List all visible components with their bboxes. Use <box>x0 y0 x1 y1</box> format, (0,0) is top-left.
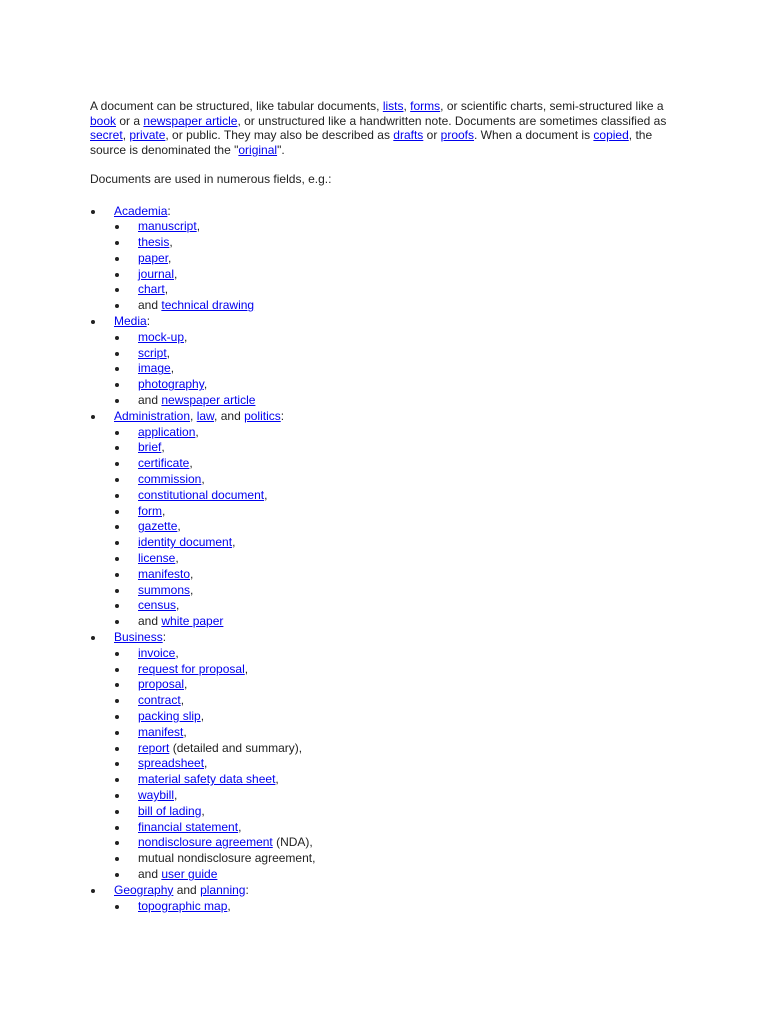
list-item <box>114 693 680 709</box>
list-item <box>114 361 680 377</box>
link-paper[interactable]: paper <box>138 250 169 265</box>
text-run: , <box>232 535 236 550</box>
link-manifest[interactable]: manifest <box>138 724 184 739</box>
text-run: . When a document is <box>474 128 594 142</box>
list-item <box>114 377 680 393</box>
list-item <box>114 741 680 757</box>
document-body <box>90 99 680 914</box>
field-geography <box>90 883 680 915</box>
text-run: : <box>245 882 249 897</box>
text-run: , <box>166 345 171 360</box>
list-item <box>114 393 680 409</box>
text-run: , or scientific charts, semi-structured like a <box>440 99 664 113</box>
link-invoice[interactable]: invoice <box>138 645 176 660</box>
list-item <box>114 867 680 883</box>
list-item <box>114 598 680 614</box>
text-run: , <box>201 472 205 487</box>
link-administration[interactable]: Administration <box>114 408 191 423</box>
text-run: , <box>244 661 249 676</box>
link-business[interactable]: Business <box>114 630 163 645</box>
field-media <box>90 314 680 409</box>
text-run: , <box>175 645 179 660</box>
list-item <box>114 235 680 251</box>
text-run: , <box>238 819 242 834</box>
field-items-list <box>114 899 680 915</box>
list-item <box>114 219 680 235</box>
link-user-guide[interactable]: user guide <box>161 866 218 881</box>
link-report[interactable]: report <box>138 740 170 755</box>
text-run: A document can be structured, like tabular documents, <box>90 99 383 113</box>
list-item <box>114 567 680 583</box>
list-item <box>114 725 680 741</box>
text-run: , <box>170 361 175 376</box>
list-item <box>114 425 680 441</box>
link-politics[interactable]: politics <box>244 408 281 423</box>
link-mock-up[interactable]: mock-up <box>138 329 185 344</box>
link-contract[interactable]: contract <box>138 693 181 708</box>
text-run: , <box>195 424 199 439</box>
intro-paragraph <box>90 99 680 157</box>
list-item <box>114 788 680 804</box>
text-run: , the source is denominated the " <box>90 128 653 157</box>
link-brief[interactable]: brief <box>138 440 162 455</box>
list-item <box>114 298 680 314</box>
link-financial-statement[interactable]: financial statement <box>138 819 239 834</box>
list-item <box>114 756 680 772</box>
text-run: , <box>201 803 205 818</box>
link-gazette[interactable]: gazette <box>138 519 178 534</box>
link-packing-slip[interactable]: packing slip <box>138 709 201 723</box>
field-items-list <box>114 425 680 630</box>
text-run: , <box>162 503 166 518</box>
link-technical-drawing[interactable]: technical drawing <box>161 298 255 313</box>
link-media[interactable]: Media <box>114 314 147 329</box>
list-item <box>114 583 680 599</box>
list-item <box>114 535 680 551</box>
link-form[interactable]: form <box>138 503 162 518</box>
link-thesis[interactable]: thesis <box>138 235 170 250</box>
list-item <box>114 804 680 820</box>
field-academia <box>90 204 680 315</box>
fields-list <box>90 204 680 915</box>
text-run: , <box>204 756 208 771</box>
list-item <box>114 251 680 267</box>
list-item <box>114 835 680 851</box>
text-run: , or public. They may also be described as <box>165 128 394 142</box>
text-run: (NDA), <box>272 835 313 850</box>
list-item <box>114 646 680 662</box>
text-run: , <box>189 456 193 471</box>
text-run: , <box>403 99 411 113</box>
link-academia[interactable]: Academia <box>114 203 168 218</box>
text-run: , and <box>214 408 245 423</box>
text-run: , <box>174 266 178 281</box>
link-geography[interactable]: Geography <box>114 882 174 897</box>
text-run: , <box>122 128 130 142</box>
field-business <box>90 630 680 883</box>
link-identity-document[interactable]: identity document <box>138 535 233 550</box>
link-manifesto[interactable]: manifesto <box>138 566 191 581</box>
text-run: or a <box>116 113 144 128</box>
field-administration <box>90 409 680 630</box>
link-nondisclosure-agreement[interactable]: nondisclosure agreement <box>138 835 273 850</box>
link-constitutional-document[interactable]: constitutional document <box>138 487 265 502</box>
text-run: (detailed and summary), <box>169 740 303 755</box>
text-run: , <box>174 787 178 802</box>
text-run: , <box>168 250 172 265</box>
list-item <box>114 677 680 693</box>
text-run: , <box>190 566 194 581</box>
text-run: , <box>227 898 231 913</box>
list-item <box>114 472 680 488</box>
list-item <box>114 456 680 472</box>
list-item <box>114 440 680 456</box>
link-chart[interactable]: chart <box>138 282 165 297</box>
text-run: , <box>183 724 187 739</box>
list-item <box>114 614 680 630</box>
list-item <box>114 330 680 346</box>
list-item <box>114 662 680 678</box>
text-run: , <box>161 440 165 455</box>
list-item <box>114 899 680 915</box>
text-run: and <box>138 614 162 629</box>
fields-lead-sentence: Documents are used in numerous fields, e.g.: <box>90 172 332 186</box>
text-run: , <box>184 329 188 344</box>
text-run: : <box>167 203 171 218</box>
link-forms[interactable]: forms <box>410 99 441 113</box>
text-run: : <box>280 408 285 423</box>
link-image[interactable]: image <box>138 361 171 376</box>
text-run: , <box>264 487 268 502</box>
link-script[interactable]: script <box>138 345 167 360</box>
link-certificate[interactable]: certificate <box>138 456 190 471</box>
field-label <box>114 883 249 897</box>
text-run: , <box>169 235 173 250</box>
text-run: , <box>275 772 279 787</box>
link-original[interactable]: original <box>238 142 278 157</box>
link-summons[interactable]: summons <box>138 582 191 597</box>
text-run: , <box>164 282 169 297</box>
link-lists[interactable]: lists <box>382 99 404 113</box>
text-run: ". <box>277 142 285 157</box>
list-item <box>114 504 680 520</box>
list-item <box>114 267 680 283</box>
link-secret[interactable]: secret <box>90 128 123 142</box>
link-proofs[interactable]: proofs <box>440 128 475 142</box>
link-bill-of-lading[interactable]: bill of lading <box>138 803 202 818</box>
text-run: , or unstructured like a handwritten note. Documents are sometimes classified as <box>237 113 667 128</box>
link-planning[interactable]: planning <box>200 882 246 897</box>
text-run: mutual nondisclosure agreement, <box>138 851 316 866</box>
list-item <box>114 346 680 362</box>
list-item <box>114 519 680 535</box>
text-run: and <box>138 866 162 881</box>
text-run: , <box>180 693 185 708</box>
text-run: , <box>177 519 181 534</box>
link-proposal[interactable]: proposal <box>138 677 185 692</box>
link-application[interactable]: application <box>138 424 196 439</box>
text-run: or <box>423 128 441 142</box>
field-label <box>114 630 166 644</box>
text-run: , <box>200 709 205 723</box>
list-item <box>114 282 680 298</box>
text-run: , <box>203 377 208 392</box>
text-run: , <box>175 551 179 566</box>
text-run: : <box>162 630 167 645</box>
link-photography[interactable]: photography <box>138 377 204 392</box>
link-law[interactable]: law <box>196 408 215 423</box>
list-item <box>114 772 680 788</box>
list-item <box>114 851 680 867</box>
text-run: , <box>176 598 180 613</box>
link-material-safety-data-sheet[interactable]: material safety data sheet <box>138 772 276 787</box>
link-newspaper-article[interactable]: newspaper article <box>161 393 256 408</box>
link-drafts[interactable]: drafts <box>393 128 424 142</box>
text-run: and <box>138 298 162 313</box>
link-census[interactable]: census <box>138 598 177 613</box>
text-run: , <box>190 582 194 597</box>
link-request-for-proposal[interactable]: request for proposal <box>138 661 245 676</box>
list-item <box>114 709 680 725</box>
text-run: , <box>184 677 188 692</box>
link-journal[interactable]: journal <box>138 266 175 281</box>
list-item <box>114 488 680 504</box>
link-manuscript[interactable]: manuscript <box>138 219 197 234</box>
list-item <box>114 551 680 567</box>
text-run: , <box>190 408 197 423</box>
link-commission[interactable]: commission <box>138 472 202 487</box>
field-items-list <box>114 219 680 314</box>
list-item <box>114 820 680 836</box>
field-label <box>114 314 150 328</box>
link-private[interactable]: private <box>129 128 166 142</box>
link-topographic-map[interactable]: topographic map <box>138 898 228 913</box>
field-label <box>114 409 284 423</box>
field-items-list <box>114 646 680 883</box>
link-copied[interactable]: copied <box>593 128 629 142</box>
link-book[interactable]: book <box>90 113 117 128</box>
field-label <box>114 204 171 218</box>
link-spreadsheet[interactable]: spreadsheet <box>138 756 205 771</box>
text-run: : <box>146 314 151 329</box>
link-white-paper[interactable]: white paper <box>161 614 224 629</box>
text-run: , <box>196 219 201 234</box>
link-license[interactable]: license <box>138 551 176 566</box>
link-waybill[interactable]: waybill <box>138 787 175 802</box>
field-items-list <box>114 330 680 409</box>
text-run: and <box>173 882 201 897</box>
text-run: and <box>138 393 162 408</box>
link-newspaper-article[interactable]: newspaper article <box>143 113 238 128</box>
